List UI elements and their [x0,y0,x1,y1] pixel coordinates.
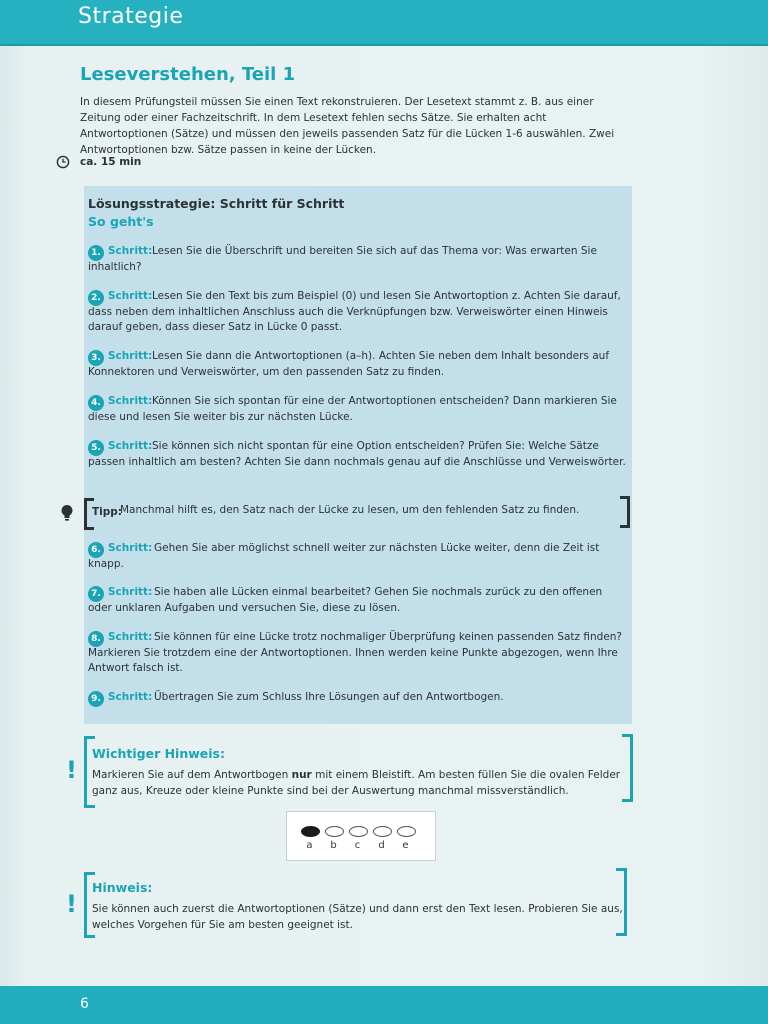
step-label: Schritt: [108,691,153,703]
step-4 [88,394,628,425]
strategy-subtitle: So geht's [88,214,154,229]
step-number-badge: 6. [88,542,104,558]
time-label: ca. 15 min [80,156,142,168]
step-text: Können Sie sich spontan für eine der Antwortoptionen entscheiden? Dann markieren Sie diese und lesen Sie weiter bis zur nächsten Lücke. [88,395,617,423]
step-number-badge: 1. [88,245,104,261]
section-title: Leseverstehen, Teil 1 [80,64,296,85]
answer-letter: b [330,840,337,851]
exclamation-icon: ! [66,756,77,784]
step-label: Schritt: [108,290,153,302]
step-text: Übertragen Sie zum Schluss Ihre Lösungen auf den Antwortbogen. [154,691,504,703]
footer-band [0,986,768,1024]
step-text: Gehen Sie aber möglichst schnell weiter zur nächsten Lücke weiter, denn die Zeit ist knapp. [88,542,600,570]
step-2 [88,289,628,336]
note-text: Sie können auch zuerst die Antwortoptionen (Sätze) und dann erst den Text lesen. Probieren Sie aus, welches Vorgehen für Sie am besten geeignet ist. [92,903,623,931]
step-7 [88,585,628,616]
header-rule [0,44,768,46]
answer-bubble [349,826,368,837]
answer-letter: d [378,840,385,851]
note-bracket-right [622,734,633,802]
answer-sheet-sample [286,811,436,861]
step-number-badge: 9. [88,691,104,707]
tip-label: Tipp: [92,506,122,518]
strategy-title: Lösungsstrategie: Schritt für Schritt [88,196,345,211]
step-label: Schritt: [108,350,153,362]
step-text: Lesen Sie die Überschrift und bereiten Sie sich auf das Thema vor: Was erwarten Sie inhaltlich? [88,245,597,273]
exclamation-icon: ! [66,890,77,918]
note-title: Hinweis: [92,880,153,895]
step-5 [88,439,628,470]
note-text: Markieren Sie auf dem Antwortbogen nur mit einem Bleistift. Am besten füllen Sie die ovalen Felder ganz aus, Kreuze oder kleine Punkte sind bei der Auswertung manchmal missverständlich. [92,769,621,797]
step-6 [88,541,628,572]
step-text: Sie können sich nicht spontan für eine Option entscheiden? Prüfen Sie: Welche Sätze passen inhaltlich am besten? Achten Sie dann nochmals genau auf die Anschlüsse und Verweiswörter. [88,440,626,468]
step-text: Sie haben alle Lücken einmal bearbeitet? Gehen Sie nochmals zurück zu den offenen oder unklaren Aufgaben und versuchen Sie, diese zu lösen. [88,586,603,614]
step-label: Schritt: [108,542,153,554]
step-3 [88,349,628,380]
lightbulb-icon [60,504,74,522]
answer-letter: a [306,840,313,851]
section-intro: In diesem Prüfungsteil müssen Sie einen Text rekonstruieren. Der Lesetext stammt z. B. aus einer Zeitung oder einer Fachzeitschrift. In dem Lesetext fehlen sechs Sätze. Sie erhalten acht Antwortoptionen (Sätze) und müssen den jeweils passenden Satz für die Lücken 1-6 auswählen. Zwei Antwortoptionen bzw. Sätze passen in keine der Lücken. [80,96,615,156]
step-text: Lesen Sie den Text bis zum Beispiel (0) und lesen Sie Antwortoption z. Achten Sie darauf, dass neben dem inhaltlichen Anschluss auch die Verknüpfungen bzw. Verweiswörter einen Hinweis darauf geben, dass dieser Satz in Lücke 0 passt. [88,290,621,333]
step-label: Schritt: [108,586,153,598]
step-9 [88,690,628,706]
step-8 [88,630,628,677]
step-number-badge: 4. [88,395,104,411]
tip-row [60,496,640,526]
step-number-badge: 8. [88,631,104,647]
note-bracket-right [616,868,627,936]
step-label: Schritt: [108,440,153,452]
step-number-badge: 3. [88,350,104,366]
step-number-badge: 7. [88,586,104,602]
tip-bracket-right [620,496,630,528]
hint-note [60,868,640,938]
answer-letter: c [354,840,361,851]
tip-text: Manchmal hilft es, den Satz nach der Lücke zu lesen, um den fehlenden Satz zu finden. [120,504,580,516]
clock-icon [56,155,70,169]
step-label: Schritt: [108,631,153,643]
answer-bubble [397,826,416,837]
answer-bubble-filled [301,826,320,837]
step-label: Schritt: [108,245,153,257]
answer-bubble [325,826,344,837]
step-text: Lesen Sie dann die Antwortoptionen (a–h). Achten Sie neben dem Inhalt besonders auf Konnektoren und Verweiswörter, um den passenden Satz zu finden. [88,350,610,378]
step-number-badge: 5. [88,440,104,456]
step-text: Sie können für eine Lücke trotz nochmaliger Überprüfung keinen passenden Satz finden? Markieren Sie trotzdem eine der Antwortoptionen. Ihnen werden keine Punkte abgezogen, wenn Ihre Antwort falsch ist. [88,631,623,674]
page-number: 6 [80,996,89,1012]
step-label: Schritt: [108,395,153,407]
step-number-badge: 2. [88,290,104,306]
header-title: Strategie [78,4,184,29]
answer-bubble [373,826,392,837]
answer-letter: e [402,840,409,851]
note-title: Wichtiger Hinweis: [92,746,225,761]
step-1 [88,244,628,275]
important-note [60,734,640,806]
